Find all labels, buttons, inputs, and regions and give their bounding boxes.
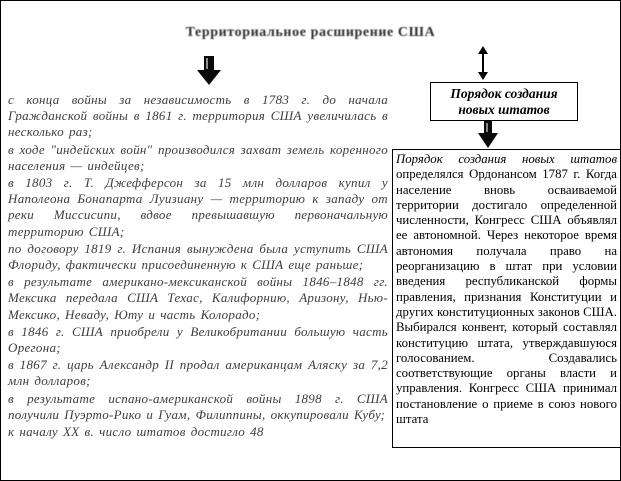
list-item: по договору 1819 г. Испания вынуждена была уступить США Флориду, фактически присоединенную к США еще раньше;	[8, 240, 388, 273]
new-states-procedure-text	[392, 149, 621, 448]
flow-box-label: Порядок создания новых штатов	[450, 86, 558, 117]
up-down-arrow-icon	[474, 46, 492, 80]
list-item: в результате американо-мексиканской войны 1846–1848 гг. Мексика передала США Техас, Калифорнию, Аризону, Нью-Мексико, Неваду, Юту и часть Колорадо;	[8, 274, 388, 322]
list-item: в результате испано-американской войны 1898 г. США получили Пуэрто-Рико и Гуам, Филиппины, оккупировали Кубу;	[8, 390, 388, 422]
page-title: Территориальное расширение США	[185, 25, 436, 40]
list-item: в 1846 г. США приобрели у Великобритании большую часть Орегона;	[8, 323, 388, 356]
procedure-lead-text: Порядок создания новых штатов	[396, 152, 617, 166]
block-down-arrow-icon	[197, 56, 221, 85]
list-item: к началу XX в. число штатов достигло 48	[8, 424, 264, 440]
list-item: в ходе "индейских войн" производился захват земель коренного населения — индейцев;	[8, 141, 388, 173]
list-item: с конца войны за независимость в 1783 г. до начала Гражданской войны в 1861 г. территория США увеличилась в несколько раз;	[8, 92, 388, 140]
flow-box-new-states	[430, 82, 578, 121]
list-item: в 1867 г. царь Александр II продал американцам Аляску за 7,2 млн долларов;	[8, 357, 388, 389]
down-arrow-icon	[478, 121, 498, 148]
list-item: в 1803 г. Т. Джефферсон за 15 млн долларов купил у Наполеона Бонапарта Луизиану — территорию к западу от реки Миссисипи, вдвое превышавшую первоначальную территорию США;	[8, 175, 388, 239]
procedure-body-text: определялся Ордонансом 1787 г. Когда население вновь осваиваемой территории достигало определенной численности, Конгресс США объявлял ее автономной. Через некоторое время автономия получала право на реорганизацию в штат при условии введения республиканской формы правления, признания Конституции и других конституционных законов США. Выбирался конвент, который составлял конституцию штата, утверждавшуюся голосованием. Создавались соответствующие органы власти и управления. Конгресс США принимал постановление о приеме в союз нового штата	[396, 167, 617, 427]
expansion-facts-list	[8, 92, 388, 441]
